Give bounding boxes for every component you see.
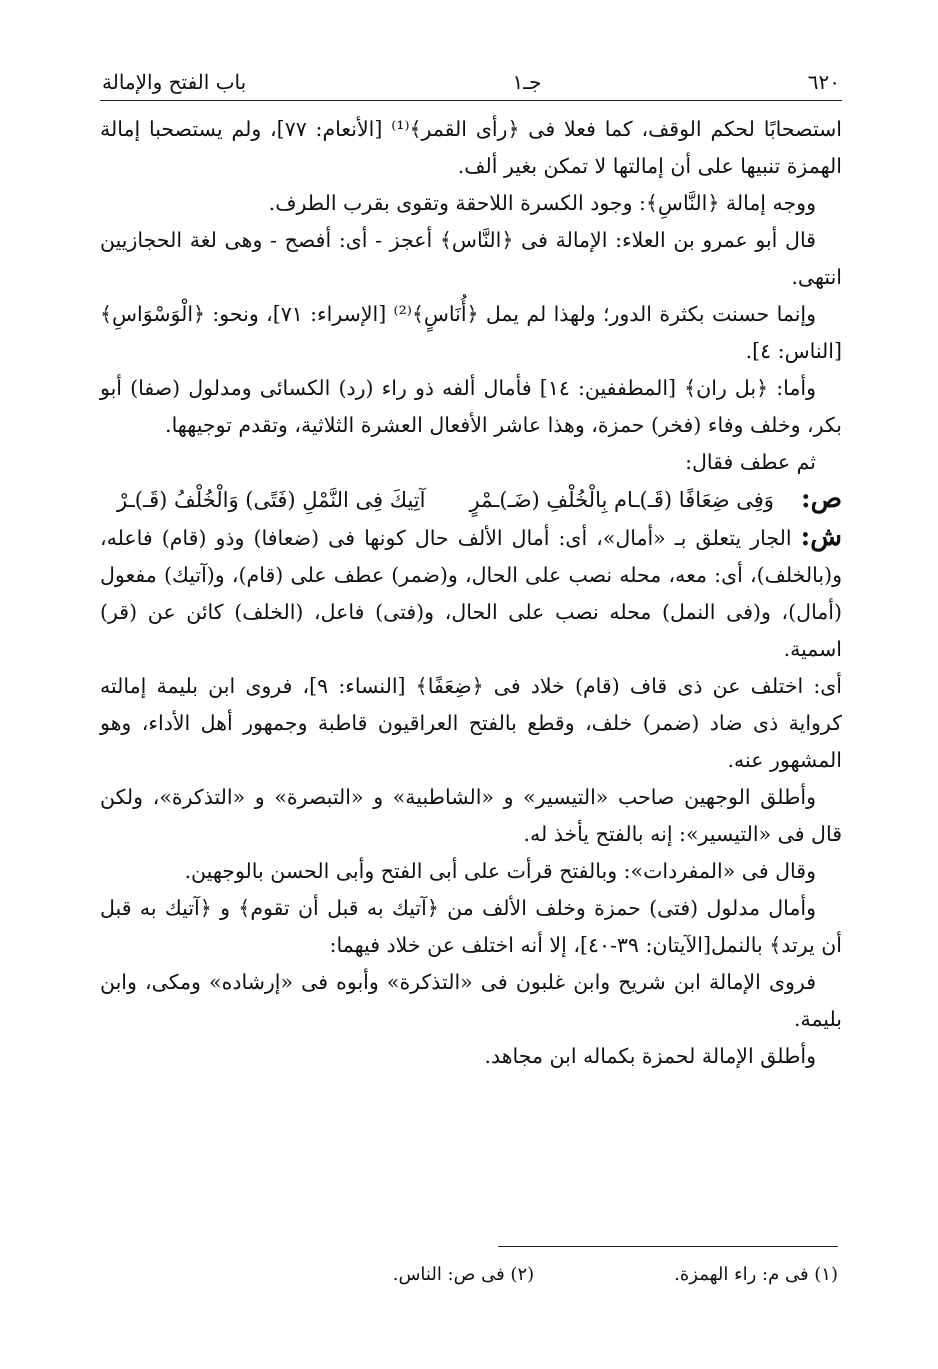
paragraph: ووجه إمالة ﴿النَّاسِ﴾: وجود الكسرة اللاحقة وتقوى بقرب الطرف. [268,191,816,215]
paragraph: وقال فى «المفردات»: وبالفتح قرأت على أبى الفتح وأبى الحسن بالوجهين. [184,859,816,883]
paragraph: وأما: ﴿بل ران﴾ [المطففين: ١٤] فأمال ألفه ذو راء (رد) الكسائى ومدلول (صفا) أبو بكر، وخلف وفاء (فخر) حمزة، وهذا عاشر الأفعال العشرة الثلاثية، وتقدم توجيهها. [100,376,842,437]
volume-label: جـ١ [512,70,542,94]
verse-second-hemistich: آتِيكَ فِى النَّمْلِ (فَتًى) وَالْخُلْفُ (قَـ)ـرْ [117,488,426,512]
footnote-divider [498,1246,838,1247]
paragraph: وإنما حسنت بكثرة الدور؛ ولهذا لم يمل ﴿أُنَاسٍ﴾⁽²⁾ [الإسراء: ٧١]، ونحو: ﴿الْوَسْوَاسِ﴾ [الناس: ٤]. [100,302,842,363]
footnote-1: (١) فى م: راء الهمزة. [674,1264,838,1285]
chapter-title: باب الفتح والإمالة [102,70,247,94]
paragraph: ثم عطف فقال: [685,450,816,474]
commentary [100,519,842,668]
paragraph: وأمال مدلول (فتى) حمزة وخلف الألف من ﴿آتيك به قبل أن تقوم﴾ و ﴿آتيك به قبل أن يرتد﴾ بالنمل[الآيتان: ٣٩-٤٠]، إلا أنه اختلف عن خلاد فيهما: [100,896,842,957]
running-header [100,70,842,101]
main-text [100,111,842,1075]
page-number: ٦٢٠ [807,70,840,94]
commentary-text: الجار يتعلق بـ «أمال»، أى: أمال الألف حال كونها فى (ضعافا) وذو (قام) فاعله، و(بالخلف)، أى: معه، محله نصب على الحال، و(ضمر) عطف على (قام)، و(آتيك) مفعول (أمال)، و(فى النمل) محله نصب على الحال، و(فتى) فاعل، (الخلف) كائن عن (قر) اسمية. [100,526,842,661]
paragraph: وأطلق الإمالة لحمزة بكماله ابن مجاهد. [484,1044,816,1068]
footnotes [96,1264,838,1285]
verse-line [100,481,842,519]
paragraph: أى: اختلف عن ذى قاف (قام) خلاد فى ﴿ضِعَفًا﴾ [النساء: ٩]، فروى ابن بليمة إمالته كرواية ذى ضاد (ضمر) خلف، وقطع بالفتح العراقيون قاطبة وجمهور أهل الأداء، وهو المشهور عنه. [100,674,842,772]
footnote-2: (٢) فى ص: الناس. [392,1264,535,1285]
page [100,70,842,1075]
verse-first-hemistich: وَفِى ضِعَافًا (قَـ)ـام بِالْخُلْفِ (ضَـ)ـمْرٍ [469,488,774,512]
paragraph: قال أبو عمرو بن العلاء: الإمالة فى ﴿النَّاس﴾ أعجز - أى: أفصح - وهى لغة الحجازيين انتهى. [100,228,842,289]
commentary-mark: ش: [800,522,842,552]
verse-mark: ص: [800,484,842,514]
paragraph: وأطلق الوجهين صاحب «التيسير» و «الشاطبية» و «التبصرة» و «التذكرة»، ولكن قال فى «التيسير»: إنه بالفتح يأخذ له. [100,785,842,846]
paragraph: فروى الإمالة ابن شريح وابن غلبون فى «التذكرة» وأبوه فى «إرشاده» ومكى، وابن بليمة. [100,970,842,1031]
paragraph: استصحابًا لحكم الوقف، كما فعلا فى ﴿رأى القمر﴾⁽¹⁾ [الأنعام: ٧٧]، ولم يستصحبا إمالة الهمزة تنبيها على أن إمالتها لا تمكن بغير ألف. [100,117,842,178]
